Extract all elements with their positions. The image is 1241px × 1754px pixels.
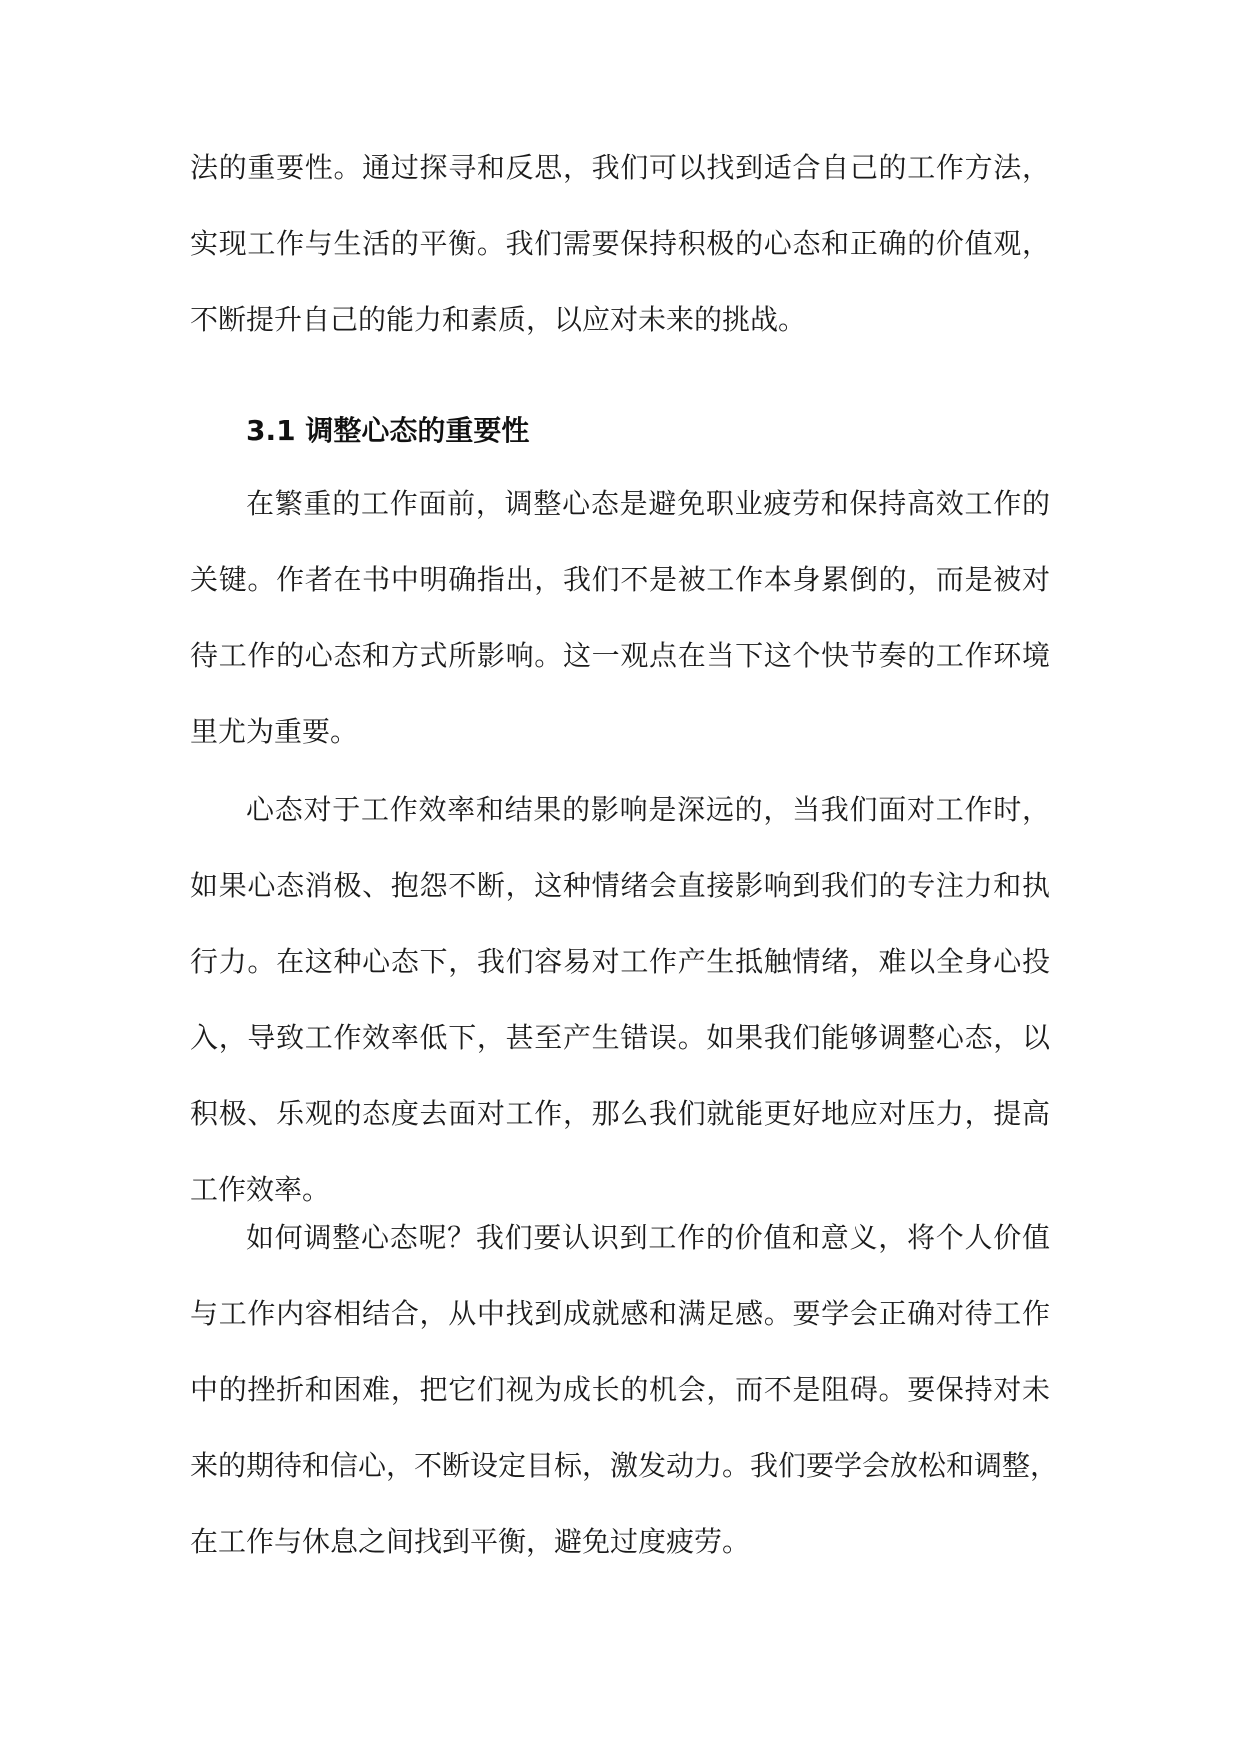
paragraph-line: 关键。作者在书中明确指出，我们不是被工作本身累倒的，而是被对: [190, 563, 1050, 596]
body-paragraph-2: [190, 772, 1050, 1228]
body-paragraph-3: [190, 1200, 1059, 1580]
paragraph-line: 心态对于工作效率和结果的影响是深远的，当我们面对工作时，: [246, 793, 1050, 826]
paragraph-line: 来的期待和信心，不断设定目标，激发动力。我们要学会放松和调整，: [190, 1449, 1059, 1482]
paragraph-line: 行力。在这种心态下，我们容易对工作产生抵触情绪，难以全身心投: [190, 945, 1050, 978]
paragraph-line: 积极、乐观的态度去面对工作，那么我们就能更好地应对压力，提高: [190, 1097, 1050, 1130]
section-heading: 3.1 调整心态的重要性: [246, 414, 530, 447]
paragraph-line: 实现工作与生活的平衡。我们需要保持积极的心态和正确的价值观，: [190, 227, 1050, 260]
paragraph-line: 如果心态消极、抱怨不断，这种情绪会直接影响到我们的专注力和执: [190, 869, 1050, 902]
paragraph-line: 与工作内容相结合，从中找到成就感和满足感。要学会正确对待工作: [190, 1297, 1050, 1330]
paragraph-line: 在繁重的工作面前，调整心态是避免职业疲劳和保持高效工作的: [246, 487, 1050, 520]
paragraph-line: 在工作与休息之间找到平衡，避免过度疲劳。: [190, 1525, 751, 1558]
intro-paragraph: [190, 130, 1050, 358]
body-paragraph-1: [190, 466, 1050, 770]
paragraph-line: 待工作的心态和方式所影响。这一观点在当下这个快节奏的工作环境: [190, 639, 1050, 672]
paragraph-line: 入，导致工作效率低下，甚至产生错误。如果我们能够调整心态，以: [190, 1021, 1050, 1054]
paragraph-line: 中的挫折和困难，把它们视为成长的机会，而不是阻碍。要保持对未: [190, 1373, 1050, 1406]
paragraph-line: 如何调整心态呢？我们要认识到工作的价值和意义，将个人价值: [246, 1221, 1050, 1254]
paragraph-line: 法的重要性。通过探寻和反思，我们可以找到适合自己的工作方法，: [190, 151, 1050, 184]
paragraph-line: 不断提升自己的能力和素质，以应对未来的挑战。: [190, 303, 807, 336]
paragraph-line: 工作效率。: [190, 1173, 331, 1206]
paragraph-line: 里尤为重要。: [190, 715, 359, 748]
